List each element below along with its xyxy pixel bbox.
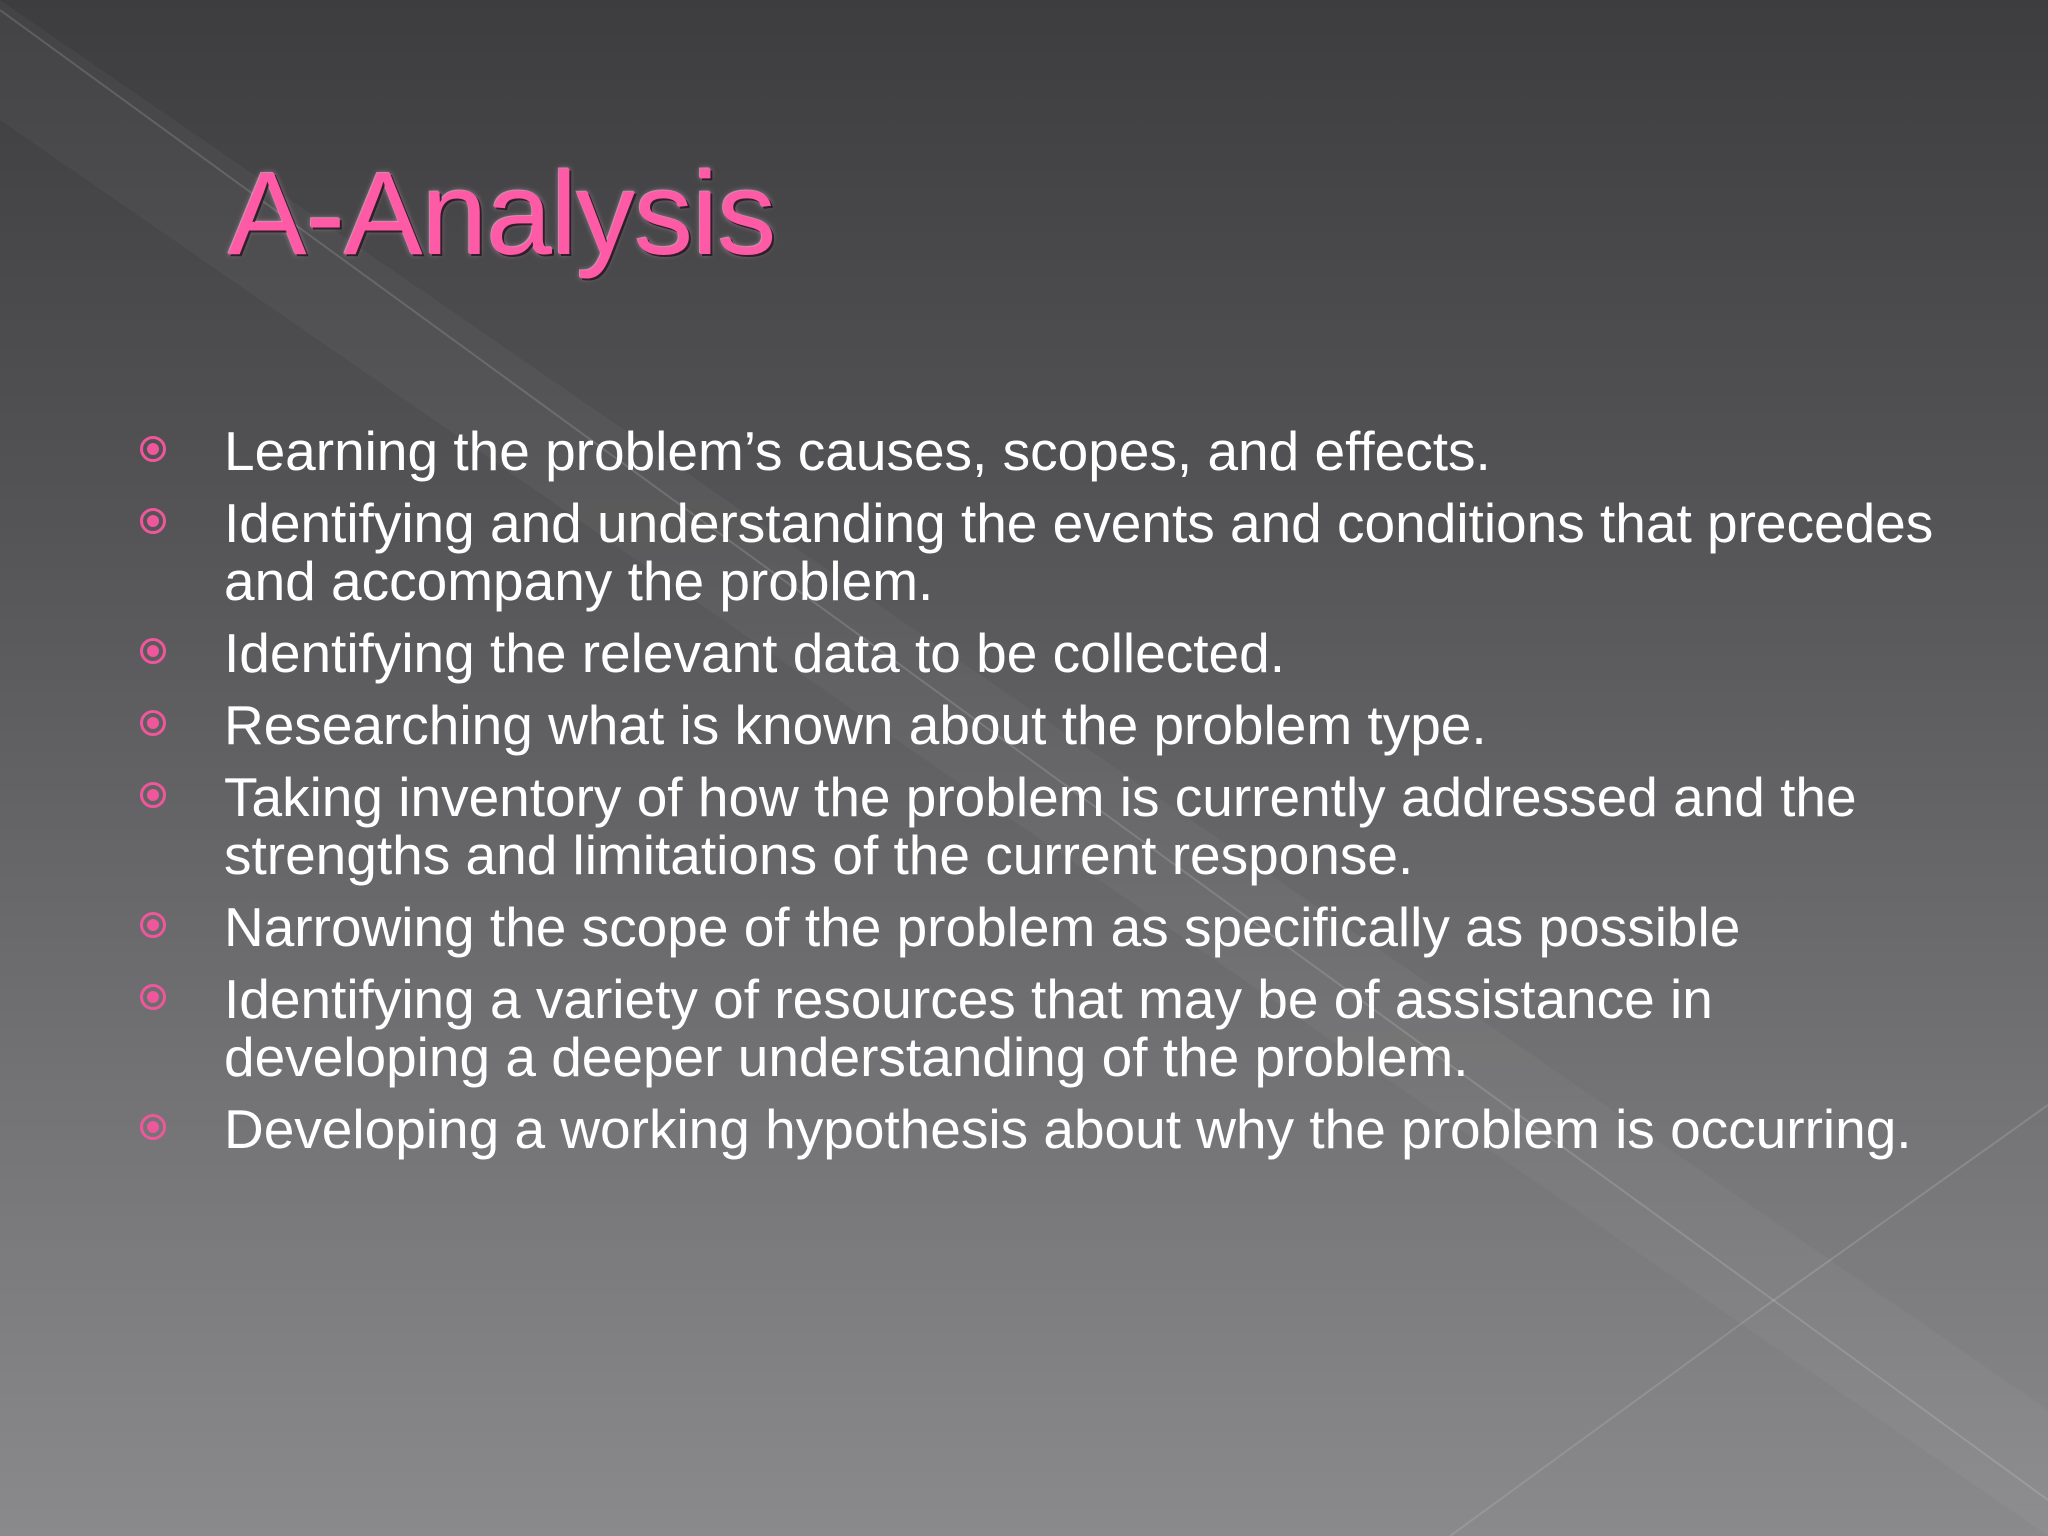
target-bullet-icon [140, 508, 166, 534]
bullet-item [140, 768, 1940, 884]
bullet-list [140, 422, 1940, 1172]
bullet-text: Identifying the relevant data to be collected. [224, 622, 1285, 684]
corner-line-lower [1450, 1310, 1760, 1536]
target-bullet-icon [140, 912, 166, 938]
bullet-text: Researching what is known about the problem type. [224, 694, 1487, 756]
slide-title: A-Analysis [228, 148, 776, 280]
bullet-item [140, 1100, 1940, 1158]
bullet-item [140, 494, 1940, 610]
bullet-text: Learning the problem’s causes, scopes, and effects. [224, 420, 1491, 482]
target-bullet-icon [140, 710, 166, 736]
bullet-text: Taking inventory of how the problem is currently addressed and the strengths and limitations of the current response. [224, 766, 1857, 886]
target-bullet-icon [140, 782, 166, 808]
bullet-text: Developing a working hypothesis about why the problem is occurring. [224, 1098, 1912, 1160]
bullet-item [140, 696, 1940, 754]
bullet-item [140, 898, 1940, 956]
bullet-item [140, 422, 1940, 480]
target-bullet-icon [140, 436, 166, 462]
target-bullet-icon [140, 638, 166, 664]
bullet-item [140, 624, 1940, 682]
bullet-text: Identifying a variety of resources that may be of assistance in developing a deeper understanding of the problem. [224, 968, 1713, 1088]
target-bullet-icon [140, 1114, 166, 1140]
bullet-text: Identifying and understanding the events and conditions that precedes and accompany the problem. [224, 492, 1934, 612]
bullet-item [140, 970, 1940, 1086]
bullet-text: Narrowing the scope of the problem as specifically as possible [224, 896, 1741, 958]
target-bullet-icon [140, 984, 166, 1010]
